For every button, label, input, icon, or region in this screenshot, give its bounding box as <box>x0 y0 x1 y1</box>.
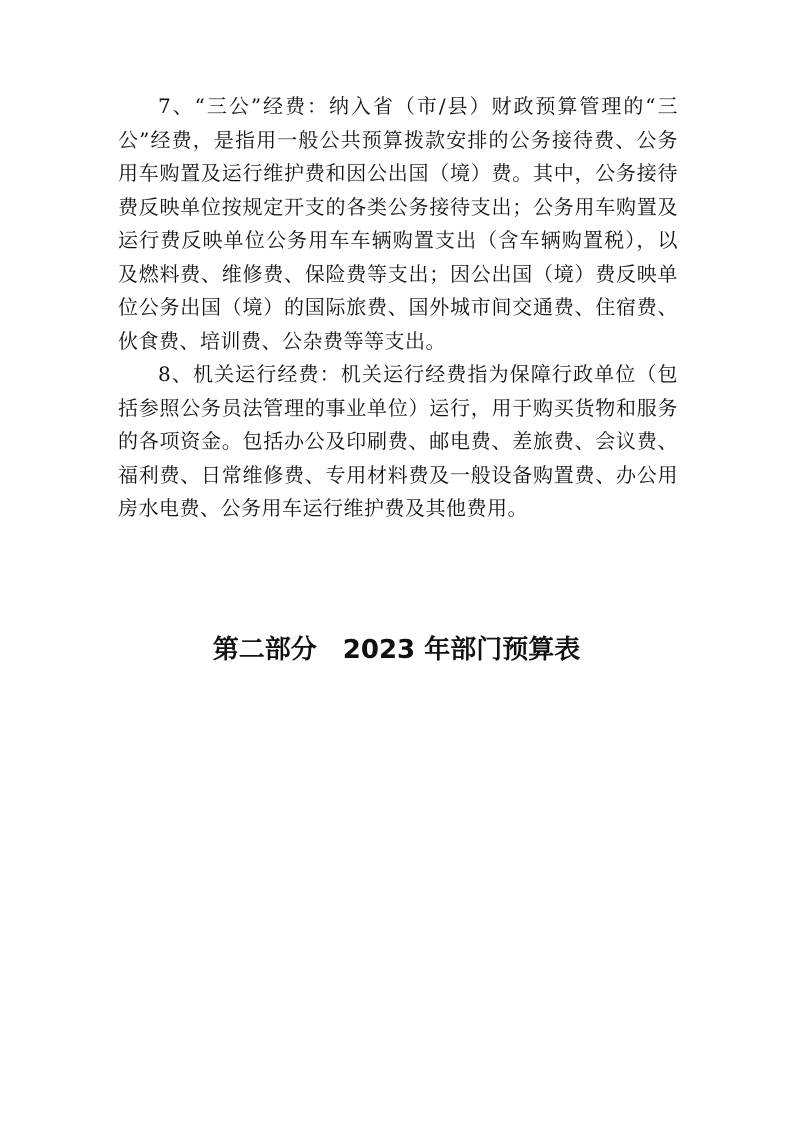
paragraph-agency-operating-expenses: 8、机关运行经费：机关运行经费指为保障行政单位（包括参照公务员法管理的事业单位）运行，用于购买货物和服务的各项资金。包括办公及印刷费、邮电费、差旅费、会议费、福利费、日常维修费、专用材料费及一般设备购置费、办公用房水电费、公务用车运行维护费及其他费用。 <box>118 362 678 520</box>
section-title: 第二部分 2023 年部门预算表 <box>212 634 581 665</box>
paragraph-three-public-expenses: 7、“三公”经费：纳入省（市/县）财政预算管理的“三公”经费，是指用一般公共预算拨款安排的公务接待费、公务用车购置及运行维护费和因公出国（境）费。其中，公务接待费反映单位按规定开支的各类公务接待支出；公务用车购置及运行费反映单位公务用车车辆购置支出（含车辆购置税），以及燃料费、维修费、保险费等支出；因公出国（境）费反映单位公务出国（境）的国际旅费、国外城市间交通费、住宿费、伙食费、培训费、公杂费等等支出。 <box>118 94 678 353</box>
